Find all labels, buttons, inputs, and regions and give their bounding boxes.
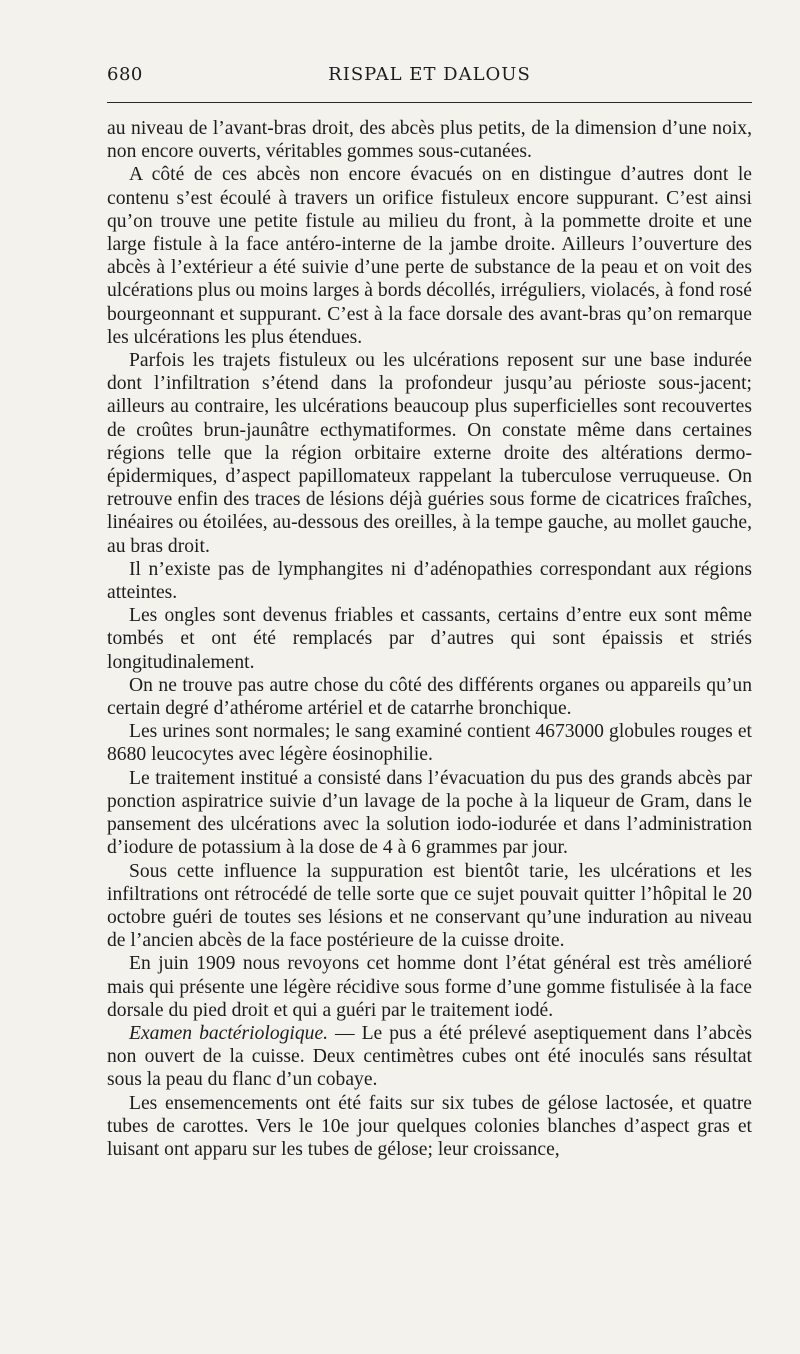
- paragraph: Le traitement institué a consisté dans l’évacuation du pus des grands abcès par ponction aspiratrice suivie d’un lavage de la poche à la liqueur de Gram, dans le pansement des ulcérations avec la solution iodo-iodurée et dans l’administration d’iodure de potassium à la dose de 4 à 6 grammes par jour.: [107, 767, 752, 859]
- running-head: RISPAL ET DALOUS: [328, 64, 531, 85]
- paragraph: au niveau de l’avant-bras droit, des abcès plus petits, de la dimension d’une noix, non encore ouverts, véritables gommes sous-cutanées.: [107, 118, 752, 163]
- paragraph: Les ongles sont devenus friables et cassants, certains d’entre eux sont même tombés et ont été remplacés par d’autres qui sont épaissis et striés longitudinalement.: [107, 605, 752, 673]
- paragraph: On ne trouve pas autre chose du côté des différents organes ou appareils qu’un certain degré d’athérome artériel et de catarrhe bronchique.: [107, 674, 752, 720]
- paragraph: Parfois les trajets fistuleux ou les ulcérations reposent sur une base indurée dont l’infiltration s’étend dans la profondeur jusqu’au périoste sous-jacent; ailleurs au contraire, les ulcérations beaucoup plus superficielles sont recouvertes de croûtes brun-jaunâtre ecthymatiformes. On constate même dans certaines régions telle que la région orbitaire externe droite des altérations dermo-épidermiques, d’aspect papillomateux rappelant la tuberculose verruqueuse. On retrouve enfin des traces de lésions déjà guéries sous forme de cicatrices fraîches, linéaires ou étoilées, au-dessous des oreilles, à la tempe gauche, au mollet gauche, au bras droit.: [107, 350, 752, 557]
- paragraph: En juin 1909 nous revoyons cet homme dont l’état général est très amélioré mais qui présente une légère récidive sous forme d’une gomme fistulisée à la face dorsale du pied droit et qui a guéri par le traitement iodé.: [107, 953, 752, 1021]
- body-text: [107, 117, 752, 1161]
- paragraph-text: — Le pus a été prélevé aseptiquement dans l’abcès non ouvert de la cuisse. Deux centimètres cubes ont été inoculés sans résultat sous la peau du flanc d’un cobaye.: [107, 1022, 752, 1091]
- paragraph: Sous cette influence la suppuration est bientôt tarie, les ulcérations et les infiltrations ont rétrocédé de telle sorte que ce sujet pouvait quitter l’hôpital le 20 octobre guéri de toutes ses lésions et ne conservant qu’une induration au niveau de l’ancien abcès de la face postérieure de la cuisse droite.: [107, 860, 752, 952]
- paragraph-examen: [107, 1022, 752, 1092]
- paragraph: A côté de ces abcès non encore évacués on en distingue d’autres dont le contenu s’est écoulé à travers un orifice fistuleux encore suppurant. C’est ainsi qu’on trouve une petite fistule au milieu du front, à la pommette droite et une large fistule à la face antéro-interne de la jambe droite. Ailleurs l’ouverture des abcès à l’extérieur a été suivie d’une perte de substance de la peau et on voit des ulcérations plus ou moins larges à bords décollés, irréguliers, violacés, à fond rosé bourgeonnant et suppurant. C’est à la face dorsale des avant-bras qu’on remarque les ulcérations les plus étendues.: [107, 164, 752, 348]
- header-rule: [107, 102, 752, 103]
- section-heading-italic: Examen bactériologique.: [129, 1022, 329, 1044]
- page-number: 680: [107, 64, 143, 85]
- page-header: [107, 64, 752, 90]
- paragraph: Les urines sont normales; le sang examiné contient 4673000 globules rouges et 8680 leucocytes avec légère éosinophilie.: [107, 721, 752, 766]
- paragraph: Il n’existe pas de lymphangites ni d’adénopathies correspondant aux régions atteintes.: [107, 558, 752, 604]
- paragraph: Les ensemencements ont été faits sur six tubes de gélose lactosée, et quatre tubes de carottes. Vers le 10e jour quelques colonies blanches d’aspect gras et luisant ont apparu sur les tubes de gélose; leur croissance,: [107, 1092, 752, 1160]
